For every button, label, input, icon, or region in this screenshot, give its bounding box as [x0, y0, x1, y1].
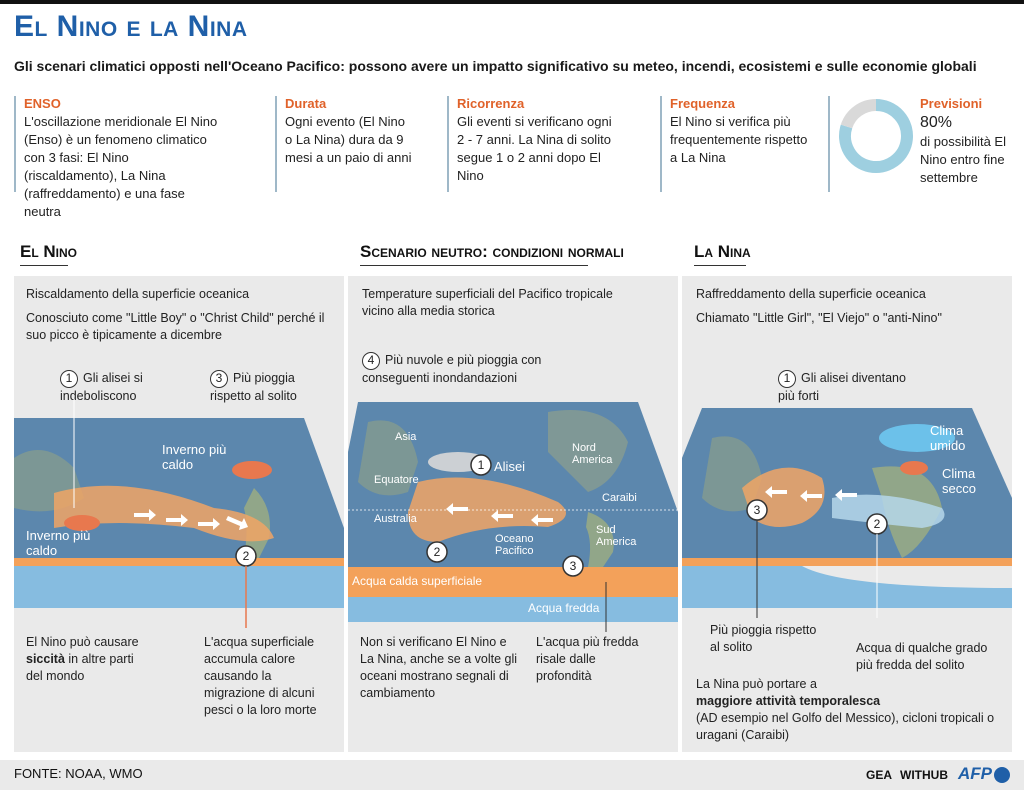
step-number: 2: [242, 549, 250, 563]
el-nino-desc: Riscaldamento della superficie oceanica: [26, 287, 250, 301]
step-text: Più nuvole e più pioggia con conseguenti inondandazioni: [362, 353, 542, 385]
dry-climate-spot: [900, 461, 928, 475]
fact-frequenza: [670, 96, 810, 167]
page-subtitle: Gli scenari climatici opposti nell'Oceano Pacifico: possono avere un impatto significativo su meteo, incendi, ecosistemi e sulle economie globali: [14, 58, 977, 74]
forecast-percent: 80%: [920, 114, 953, 131]
label-north-america: Nord America: [572, 442, 613, 466]
step-text: Gli alisei diventano più forti: [778, 371, 906, 403]
neutral-step4: [362, 352, 592, 387]
afp-logo-icon: [994, 767, 1010, 783]
warm-layer: [682, 558, 1012, 566]
fact-enso: [24, 96, 224, 221]
la-nina-desc: Raffreddamento della superficie oceanica: [696, 287, 926, 301]
heading-neutral: Scenario neutro: condizioni normali: [360, 242, 624, 261]
fact-text: di possibilità El Nino entro fine settembre: [920, 134, 1006, 185]
heading-la-nina: La Nina: [694, 242, 751, 261]
label-south-america: Sud America: [596, 524, 637, 548]
el-nino-note-drought: El Nino può causare siccità in altre parti del mondo: [26, 635, 139, 683]
cold-layer: [14, 566, 344, 608]
page-title: El Nino e la Nina: [14, 10, 248, 43]
label-equator: Equatore: [374, 474, 419, 486]
neutral-note-upwelling: L'acqua più fredda risale dalle profondità: [536, 635, 639, 683]
el-nino-map: [14, 398, 344, 628]
warm-spot: [232, 461, 272, 479]
label-pacific-ocean: Oceano Pacifico: [495, 533, 534, 557]
fact-divider: [828, 96, 830, 192]
label-alisei: Alisei: [494, 459, 526, 474]
fact-label: Frequenza: [670, 96, 736, 111]
step-number: 1: [477, 458, 485, 472]
top-rule: [0, 0, 1024, 4]
fact-label: Ricorrenza: [457, 96, 525, 111]
brand-withub: WITHUB: [900, 768, 948, 782]
label-warmer-winter: Inverno più caldo: [26, 528, 91, 558]
fact-divider: [275, 96, 277, 192]
label-warm-surface-water: Acqua calda superficiale: [352, 574, 483, 588]
step-number: 3: [210, 370, 228, 388]
fact-label: Previsioni: [920, 96, 983, 111]
la-nina-note-rain: Più pioggia rispetto al solito: [710, 623, 817, 654]
fact-text: El Nino si verifica più frequentemente rispetto a La Nina: [670, 114, 808, 165]
fact-text: Ogni evento (El Nino o La Nina) dura da 9 mesi a un paio di anni: [285, 114, 412, 165]
neutral-desc: Temperature superficiali del Pacifico tropicale vicino alla media storica: [362, 287, 613, 318]
fact-text: L'oscillazione meridionale El Nino (Enso) è un fenomeno climatico con 3 fasi: El Nino (riscaldamento), La Nina (raffreddamento) e una fase neutra: [24, 114, 218, 219]
heading-el-nino: El Nino: [20, 242, 78, 261]
forecast-donut: [837, 97, 915, 175]
cold-water-layer: [682, 566, 1012, 608]
step-number: 4: [362, 352, 380, 370]
step-number: 2: [873, 517, 881, 531]
label-warmer-winter: Inverno più caldo: [162, 442, 227, 472]
label-dry-climate: Clima secco: [942, 466, 976, 496]
fact-divider: [14, 96, 16, 192]
la-nina-note-colder: Acqua di qualche grado più fredda del solito: [856, 641, 988, 672]
heading-underline: [694, 265, 746, 266]
la-nina-nickname: Chiamato "Little Girl", "El Viejo" o "anti-Nino": [696, 311, 942, 325]
step-text: Gli alisei si indeboliscono: [60, 371, 143, 403]
step-number: 1: [60, 370, 78, 388]
el-nino-nickname: Conosciuto come "Little Boy" o "Christ Child" perché il suo picco è tipicamente a dicembre: [26, 311, 325, 342]
cold-water-layer: [348, 597, 678, 622]
label-caribbean: Caraibi: [602, 492, 637, 504]
warm-layer: [14, 558, 344, 566]
label-cold-water: Acqua fredda: [528, 601, 600, 615]
fact-label: Durata: [285, 96, 327, 111]
fact-label: ENSO: [24, 96, 61, 111]
step-number: 3: [569, 559, 577, 573]
el-nino-note-heat: L'acqua superficiale accumula calore causando la migrazione di alcuni pesci o la loro morte: [204, 635, 317, 717]
fact-divider: [660, 96, 662, 192]
fact-durata: [285, 96, 415, 167]
warm-layer: [348, 567, 678, 572]
neutral-note-no-event: Non si verificano El Nino e La Nina, anche se a volte gli oceani mostrano segnali di cambiamento: [360, 635, 518, 700]
fact-previsioni: [920, 96, 1020, 187]
step-number: 3: [753, 503, 761, 517]
brand-gea: GEA: [866, 768, 893, 782]
source-note: FONTE: NOAA, WMO: [14, 766, 143, 781]
label-australia: Australia: [374, 513, 417, 525]
fact-divider: [447, 96, 449, 192]
heading-underline: [20, 265, 68, 266]
heading-underline: [360, 265, 588, 266]
fact-text: Gli eventi si verificano ogni 2 - 7 anni. La Nina di solito segue 1 o 2 anni dopo El Nino: [457, 114, 612, 183]
neutral-map: [348, 392, 678, 632]
step-text: Più pioggia rispetto al solito: [210, 371, 297, 403]
label-wet-climate: Clima umido: [930, 423, 966, 453]
fact-ricorrenza: [457, 96, 622, 185]
step-number: 2: [433, 545, 441, 559]
donut-slice-rest: [847, 105, 876, 126]
la-nina-note-storms: La Nina può portare a maggiore attività temporalesca (AD esempio nel Golfo del Messico), cicloni tropicali o uragani (Caraibi): [696, 677, 995, 742]
brand-afp-logo: AFP: [958, 764, 992, 783]
label-asia: Asia: [395, 431, 417, 443]
step-number: 1: [778, 370, 796, 388]
